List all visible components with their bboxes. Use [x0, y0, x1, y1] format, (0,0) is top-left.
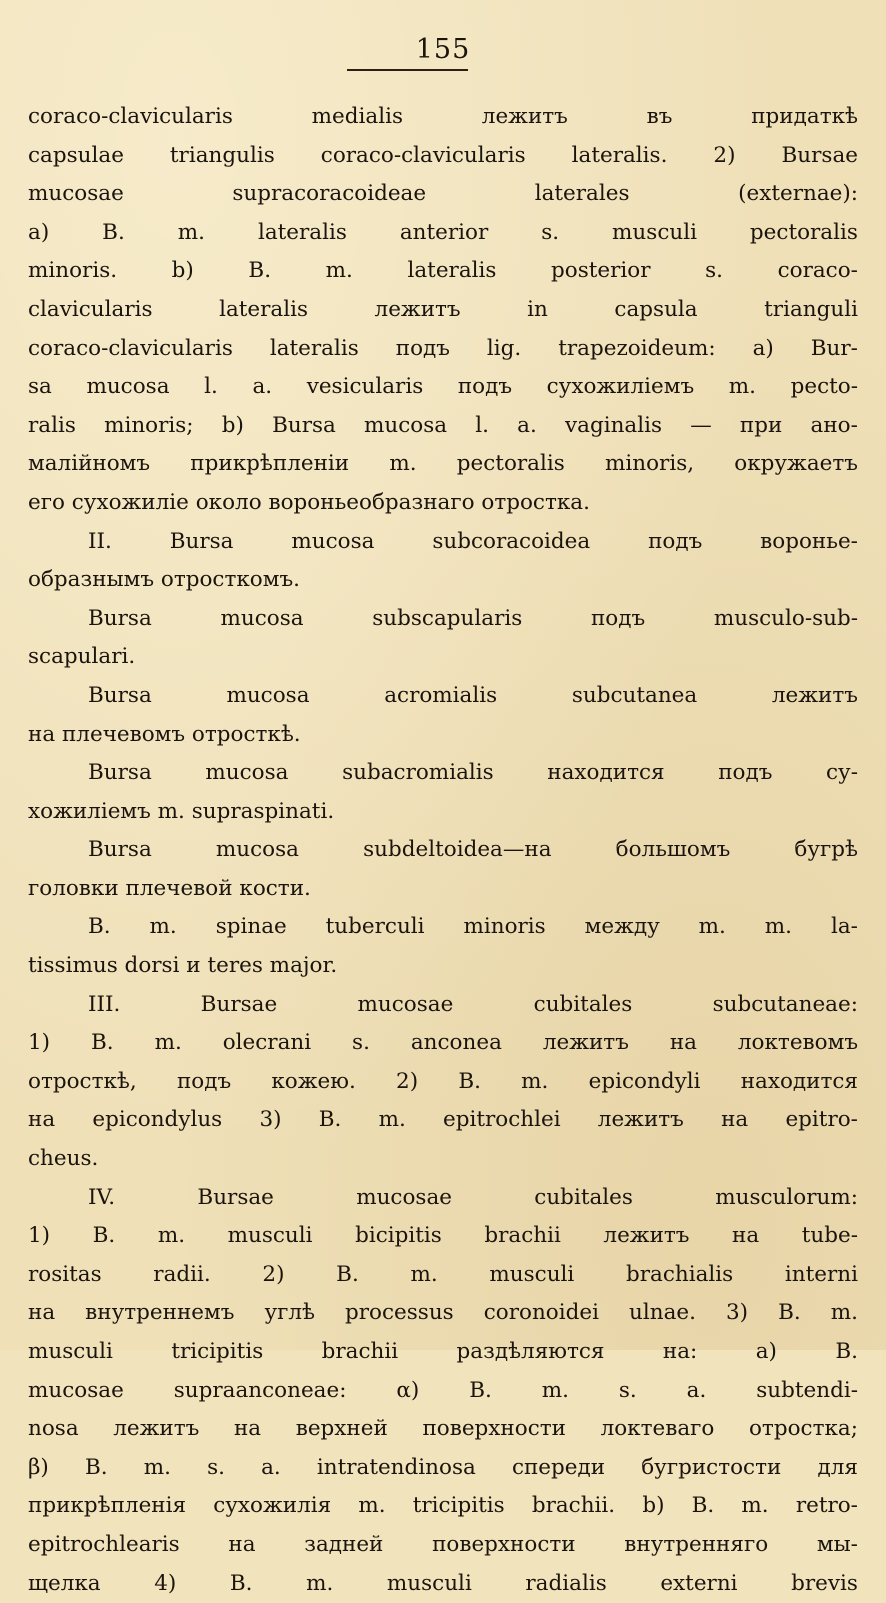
word: l.: [204, 374, 218, 400]
word: придаткѣ: [751, 104, 858, 129]
word: поверхности: [432, 1531, 576, 1557]
word: B.: [91, 1030, 114, 1056]
word: B.: [778, 1300, 801, 1326]
word: IV.: [88, 1184, 116, 1210]
word: B.: [88, 914, 111, 940]
word: s.: [541, 219, 560, 245]
word: vesicularis: [306, 374, 424, 400]
word: radialis: [525, 1570, 607, 1596]
word: lateralis: [219, 296, 309, 322]
word: Bursa: [88, 760, 152, 786]
text-line: [28, 1372, 858, 1411]
text-line: cheus.: [28, 1146, 99, 1172]
word: m.: [830, 1300, 858, 1326]
word: minoris,: [604, 451, 695, 477]
word: a): [755, 1339, 777, 1364]
text-line: [28, 137, 858, 176]
word: lig.: [486, 335, 522, 361]
text-line: scapulari.: [28, 644, 136, 670]
word: 2): [396, 1068, 419, 1094]
word: раздѣляются: [456, 1339, 605, 1364]
word: m.: [541, 1377, 569, 1403]
word: m.: [698, 914, 726, 940]
word: posterior: [551, 258, 651, 284]
text-line: [28, 368, 858, 407]
word: 3): [725, 1300, 749, 1326]
word: radii.: [153, 1261, 211, 1287]
word: ralis: [28, 412, 76, 438]
text-line: [28, 252, 858, 291]
word: спереди: [511, 1454, 606, 1480]
word: triangulis: [169, 142, 275, 168]
word: между: [584, 914, 660, 940]
word: coraco-: [777, 258, 858, 284]
word: bicipitis: [355, 1223, 442, 1249]
word: s.: [207, 1454, 225, 1480]
text-line: [28, 1217, 858, 1256]
word: большомъ: [615, 837, 731, 863]
word: b): [171, 258, 194, 284]
word: 1): [28, 1030, 51, 1056]
word: mucosa: [291, 528, 375, 554]
word: для: [817, 1454, 858, 1480]
word: retro-: [795, 1493, 858, 1519]
word: la-: [830, 914, 858, 940]
word: supracoracoideae: [232, 181, 427, 207]
text-line: хожиліемъ m. supraspinati.: [28, 798, 335, 824]
word: lateralis: [407, 258, 497, 284]
word: mucosae: [28, 181, 124, 207]
word: subtendi-: [756, 1377, 858, 1403]
word: внутреннемъ: [85, 1300, 235, 1326]
word: mucosa: [364, 412, 448, 438]
word: musculi: [227, 1223, 313, 1249]
word: внутренняго: [624, 1531, 769, 1557]
word: B.: [102, 219, 125, 245]
word: musculi: [386, 1570, 472, 1596]
word: brachii: [321, 1339, 399, 1364]
word: subacromialis: [342, 760, 494, 786]
word: pectoralis: [456, 451, 565, 477]
word: III.: [88, 991, 121, 1017]
text-line: [28, 1179, 858, 1218]
word: Bursae: [197, 1184, 274, 1210]
word: m.: [521, 1068, 549, 1094]
word: spinae: [215, 914, 287, 940]
word: сухожилія: [213, 1493, 332, 1519]
text-line: на плечевомъ отросткѣ.: [28, 721, 301, 747]
word: сухожиліемъ: [546, 374, 695, 400]
word: coronoidei: [483, 1300, 599, 1326]
word: на:: [662, 1339, 698, 1364]
word: B.: [691, 1493, 715, 1519]
word: pecto-: [790, 374, 858, 400]
word: на: [721, 1107, 749, 1133]
word: mucosa: [215, 837, 299, 863]
text-line: [28, 98, 858, 137]
word: подъ: [590, 605, 646, 631]
text-line: [28, 600, 858, 639]
word: 1): [28, 1223, 51, 1249]
word: mucosa: [220, 605, 304, 631]
word: подъ: [648, 528, 703, 554]
word: локтеваго: [600, 1416, 715, 1442]
word: —: [690, 412, 712, 438]
word: подъ: [395, 335, 450, 361]
word: m.: [143, 1454, 171, 1480]
word: кожею.: [271, 1068, 356, 1094]
word: B.: [469, 1377, 492, 1403]
text-line: [28, 523, 858, 562]
word: на: [233, 1416, 262, 1442]
word: подъ: [718, 760, 773, 786]
word: B.: [248, 258, 272, 284]
word: m.: [389, 451, 417, 477]
word: m.: [157, 1223, 186, 1249]
word: externi: [660, 1570, 738, 1596]
word: capsula: [614, 296, 698, 322]
word: B.: [336, 1261, 359, 1287]
body-text: [28, 98, 858, 1603]
header-rule: [347, 69, 468, 71]
word: mucosa: [86, 374, 170, 400]
word: отросткѣ,: [28, 1068, 137, 1094]
word: s.: [705, 258, 723, 284]
text-line: [28, 291, 858, 330]
word: medialis: [311, 104, 403, 129]
word: II.: [88, 528, 112, 554]
word: B.: [318, 1107, 342, 1133]
word: vaginalis: [564, 412, 663, 438]
word: B.: [229, 1570, 253, 1596]
word: m.: [325, 258, 353, 284]
word: ано-: [810, 412, 858, 438]
word: clavicularis: [28, 296, 153, 322]
word: B.: [84, 1454, 108, 1480]
word: tuberculi: [325, 914, 425, 940]
word: minoris.: [28, 258, 118, 284]
word: coraco-clavicularis: [320, 142, 526, 168]
word: Bur-: [810, 335, 858, 361]
word: 2): [713, 142, 736, 168]
word: находится: [547, 760, 665, 786]
word: l.: [475, 412, 489, 438]
text-line: [28, 330, 858, 369]
word: subscapularis: [372, 605, 523, 631]
word: trianguli: [764, 296, 858, 322]
text-line: [28, 1449, 858, 1488]
word: subcutaneae:: [712, 991, 858, 1017]
word: m.: [177, 219, 205, 245]
word: subdeltoidea—на: [363, 837, 552, 863]
word: бугрѣ: [794, 837, 858, 863]
page-number: 155: [415, 34, 471, 65]
word: trapezoideum:: [558, 335, 716, 361]
word: ulnae.: [629, 1300, 696, 1326]
word: mucosa: [226, 682, 310, 708]
word: β): [28, 1454, 49, 1480]
word: musculi: [489, 1261, 575, 1287]
word: m.: [741, 1493, 769, 1519]
text-line: образнымъ отросткомъ.: [28, 567, 300, 593]
word: b): [221, 412, 244, 438]
word: m.: [410, 1261, 438, 1287]
text-line: [28, 407, 858, 446]
word: in: [527, 296, 548, 322]
word: m.: [764, 914, 793, 940]
word: су-: [826, 760, 858, 786]
word: brevis: [791, 1570, 858, 1596]
word: при: [739, 412, 783, 438]
word: lateralis.: [571, 142, 668, 168]
word: Bursa: [169, 528, 234, 554]
text-line: его сухожиліе около вороньеобразнаго отростка.: [28, 489, 590, 515]
word: на: [28, 1107, 56, 1133]
word: Bursa: [88, 682, 152, 708]
word: Bursae: [781, 142, 858, 168]
text-line: [28, 1063, 858, 1102]
text-line: [28, 1294, 858, 1333]
word: brachialis: [625, 1261, 734, 1287]
word: отростка;: [748, 1416, 858, 1442]
word: epitrochlei: [443, 1107, 561, 1133]
word: Bursa: [88, 605, 152, 631]
word: a.: [517, 412, 537, 438]
text-line: [28, 1410, 858, 1449]
word: mucosae: [357, 991, 454, 1017]
text-line: [28, 1256, 858, 1295]
word: лежитъ: [481, 104, 568, 129]
word: α): [396, 1377, 420, 1403]
word: lateralis: [257, 219, 347, 245]
text-line: [28, 1101, 858, 1140]
word: Bursae: [200, 991, 278, 1017]
word: въ: [646, 104, 673, 129]
word: mucosae: [356, 1184, 452, 1210]
word: Bursa: [88, 837, 152, 863]
text-line: [28, 175, 858, 214]
word: tricipitis: [412, 1493, 505, 1519]
word: (externae):: [738, 181, 858, 207]
word: a.: [261, 1454, 281, 1480]
word: pectoralis: [749, 219, 858, 245]
word: на: [732, 1223, 760, 1249]
word: cubitales: [534, 1184, 633, 1210]
word: brachii.: [531, 1493, 616, 1519]
word: brachii: [484, 1223, 561, 1249]
word: лежитъ: [374, 296, 461, 322]
word: nosa: [28, 1416, 79, 1442]
word: minoris;: [104, 412, 194, 438]
word: lateralis: [269, 335, 359, 361]
text-line: [28, 445, 858, 484]
word: intratendinosa: [316, 1454, 476, 1480]
word: minoris: [463, 914, 546, 940]
text-line: [28, 677, 858, 716]
word: локтевомъ: [737, 1030, 858, 1056]
text-line: [28, 831, 858, 870]
word: щелка: [28, 1570, 101, 1596]
word: прикрѣпленія: [28, 1493, 187, 1519]
word: sa: [28, 374, 52, 400]
word: cubitales: [533, 991, 633, 1017]
text-line: [28, 908, 858, 947]
word: anconea: [410, 1030, 502, 1056]
word: бугристости: [641, 1454, 782, 1480]
text-line: [28, 214, 858, 253]
word: B.: [458, 1068, 481, 1094]
word: tricipitis: [171, 1339, 264, 1364]
word: задней: [304, 1531, 384, 1557]
word: epitrochlearis: [28, 1531, 180, 1557]
word: epicondylus: [92, 1107, 223, 1133]
word: epitro-: [785, 1107, 858, 1133]
word: углѣ: [264, 1300, 315, 1326]
word: a.: [252, 374, 273, 400]
word: b): [642, 1493, 665, 1519]
word: coraco-clavicularis: [28, 104, 233, 129]
word: musculorum:: [715, 1184, 858, 1210]
word: interni: [784, 1261, 858, 1287]
word: coraco-clavicularis: [28, 335, 233, 361]
word: 3): [259, 1107, 282, 1133]
word: m.: [728, 374, 756, 400]
word: прикрѣпленіи: [190, 451, 350, 477]
word: rositas: [28, 1261, 102, 1287]
word: воронье-: [760, 528, 858, 554]
word: s.: [618, 1377, 637, 1403]
word: лежитъ: [542, 1030, 629, 1056]
word: m.: [154, 1030, 182, 1056]
word: laterales: [534, 181, 630, 207]
word: лежитъ: [597, 1107, 684, 1133]
word: musculi: [28, 1339, 113, 1364]
word: olecrani: [222, 1030, 312, 1056]
text-line: [28, 1024, 858, 1063]
word: m.: [149, 914, 177, 940]
word: mucosa: [205, 760, 289, 786]
text-line: [28, 754, 858, 793]
word: на: [669, 1030, 697, 1056]
word: m.: [358, 1493, 386, 1519]
word: лежитъ: [113, 1416, 200, 1442]
word: 2): [262, 1261, 285, 1287]
word: лежитъ: [603, 1223, 690, 1249]
text-line: [28, 1333, 858, 1372]
word: на: [28, 1300, 56, 1326]
text-line: [28, 986, 858, 1025]
word: musculi: [612, 219, 697, 245]
text-line: [28, 1565, 858, 1603]
word: acromialis: [384, 682, 498, 708]
text-line: головки плечевой кости.: [28, 875, 311, 901]
word: subcoracoidea: [432, 528, 591, 554]
word: m.: [306, 1570, 334, 1596]
word: a): [752, 335, 774, 361]
text-line: tissimus dorsi и teres major.: [28, 953, 338, 979]
word: B.: [835, 1339, 858, 1364]
word: на: [228, 1531, 256, 1557]
word: Bursa: [272, 412, 336, 438]
word: B.: [92, 1223, 116, 1249]
word: m.: [378, 1107, 406, 1133]
text-line: [28, 1487, 858, 1526]
word: лежитъ: [771, 682, 858, 708]
word: epicondyli: [588, 1068, 701, 1094]
word: окружаетъ: [734, 451, 858, 477]
word: малійномъ: [28, 451, 151, 477]
word: capsulae: [28, 142, 124, 168]
word: a): [28, 219, 50, 245]
word: subcutanea: [571, 682, 698, 708]
text-line: [28, 1526, 858, 1565]
word: s.: [352, 1030, 370, 1056]
word: supraanconeae:: [173, 1377, 347, 1403]
word: a.: [686, 1377, 707, 1403]
word: мы-: [816, 1531, 858, 1557]
word: поверхности: [422, 1416, 566, 1442]
word: находится: [740, 1068, 858, 1094]
word: подъ: [457, 374, 513, 400]
word: подъ: [176, 1068, 232, 1094]
word: musculo-sub-: [713, 605, 858, 631]
word: anterior: [399, 219, 489, 245]
word: processus: [345, 1300, 454, 1326]
word: tube-: [801, 1223, 858, 1249]
word: mucosae: [28, 1377, 124, 1403]
word: 4): [154, 1570, 177, 1596]
word: верхней: [295, 1416, 388, 1442]
